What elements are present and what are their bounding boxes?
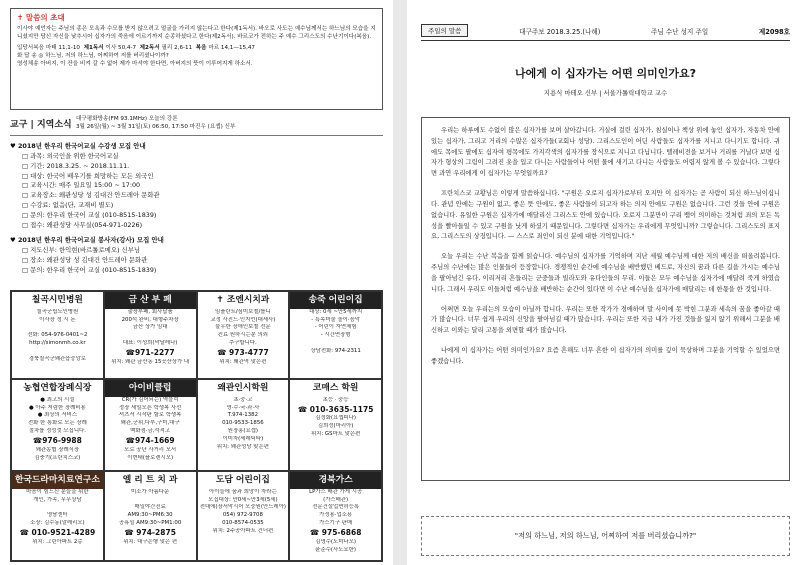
advertisement-line: 임플란트/심미보철/틀니 <box>215 308 271 315</box>
advertisement-line <box>105 332 196 340</box>
advertisement-line <box>12 324 103 332</box>
section-title: 교구 | 지역소식 <box>10 119 72 130</box>
notice-students <box>10 142 383 276</box>
advertisement-line: 진료 원하시는분 의뢰 <box>217 332 269 339</box>
advertisement-line: 이사장 정 시 돈 <box>39 316 76 323</box>
column-tag: 주일의 말씀 <box>421 24 468 37</box>
advertisement-line: 원장홍(요셉) <box>227 428 258 435</box>
advertisement-line: 가스기구 판매 <box>319 520 353 527</box>
advertisement-title: 한국드라마치료연구소 <box>12 472 103 489</box>
reading-text: 마르 14,1—15,47 <box>208 45 255 52</box>
advertisement-line: 010-9533-1856 <box>222 420 264 427</box>
advertisement-line: 김영수(도미나오) <box>315 538 356 545</box>
advertisement-line <box>12 348 103 356</box>
advertisement-line: 미소가 아름다운 <box>131 488 170 495</box>
advertisement-line: 매일야간진료 <box>134 504 166 511</box>
notice-title: ♥ 2018년 한우리 한국어교실 봉사자(강사) 모집 안내 <box>10 236 164 245</box>
advertisement-title: 금 산 부 페 <box>105 292 196 309</box>
advertisement-line: 공휴일 AM9:30~PM1:00 <box>118 520 182 527</box>
communion-antiphon: 영성체송 아버지, 이 잔을 비켜 갈 수 없어 제가 마셔야 한다면, 아버지의 뜻이 이루어지게 하소서. <box>17 61 253 68</box>
advertisement-line: - 시간연장형 <box>320 332 351 339</box>
advertisement-line: ☎ 973-4777 <box>217 347 269 357</box>
advertisement-line: AM9:30~PM6:30 <box>127 512 173 519</box>
advertisement-line: ☎ 010-3635-1175 <box>297 404 374 414</box>
article-paragraph: 우리는 하루에도 수없이 많은 십자가를 보며 살아갑니다. 거실에 걸린 십자가, 침실이나 책상 위에 놓인 십자가, 자동차 안에 있는 십자가, 그리고 거리의 수많은 십자가들(교회나 성당). 그리스도인이 어딘 사람들도 십자가를 지니고 다니기도 합니다. 귀에도 목에도 팔에도 십자여 평목에도 가지각색의 십자가를 장식으로 지니고 다닙니다. 텔레비전을 보거나 거리를 거닐다 보면 십자가 형상의 그림이 그려진 옷을 입고 다니는 사람들이나 어떤 물에 새기고 다니는 사람들도 어렵지 않게 볼 수 있습니다. 그렇다면 과연 우리에게 이 십자가는 무엇일까요? <box>431 127 780 178</box>
psalm-response: 화 답 송 ◎ 하느님, 저의 하느님, 어찌하여 저를 버리셨나이까? <box>17 53 169 60</box>
advertisement-line: ☎ 974-2875 <box>124 527 176 537</box>
article-paragraph: 어쩌면 오늘 우리는의 모습이 아닐까 합니다. 우리는 또한 작가가 경애하며 말 사이에 못 박힌 그분과 세속의 꿈을 좋아갈 때가 많습니다. 너무 쉽게 우리의 신앙을 팔아넘길 때가 많습니다. 우리는 또한 지금 내가 가진 것들을 잃지 않기 위해서 그분을 배신하고 이와는 달리 고통을 외면할 때가 많습니다. <box>431 305 780 335</box>
reading-text: 필리 2,6-11 <box>161 45 193 52</box>
advertisement-line: LP가스 배관 가게 시공 <box>309 488 363 495</box>
advertisement-line: 추구합니다. <box>228 340 257 347</box>
advertisement-line: 소장: 김수동(알레리오) <box>30 520 85 527</box>
advertisement-line: ● 최상의 서비스 <box>37 412 78 419</box>
advertisement-line: 상담전화: 974-2311 <box>310 347 361 354</box>
advertisement-line: 아이들에 꿈과 희망이 자라는 <box>209 488 277 495</box>
notice-item: □ 대상: 한국어 배우기를 희망하는 모든 외국인 <box>22 171 154 180</box>
reading-label: 제1독서 <box>83 45 104 52</box>
advertisement-line: 모로 공단 사거리 모서 <box>124 446 177 453</box>
notice-item: □ 장소: 왜관성당 성 김대건 안드레아 문화관 <box>22 255 148 264</box>
advertisement <box>289 471 382 561</box>
invitation-title: ✝ 말씀의 초대 <box>17 13 65 22</box>
advertisement <box>197 291 290 379</box>
advertisement-line <box>290 340 381 348</box>
broadcast-line: 3월 26일(월) ~ 3월 31일(토) 06:50, 17:50 마진우 (요셉) 신부 <box>76 124 236 131</box>
reading-label: 제2독서 <box>139 45 160 52</box>
advertisement-line: ☎974-1669 <box>125 435 175 445</box>
advertisement-line: T.974-1382 <box>227 412 259 419</box>
advertisement-line: 054) 972-9708 <box>222 512 263 519</box>
notice-title: ♥ 2018년 한우리 한국어교실 수강생 모집 안내 <box>10 141 146 150</box>
article-body <box>421 117 790 481</box>
invitation-body: 이사야 예언자는 주님의 종은 모욕과 수모를 받지 않으려고 얼굴을 가리지 않는다고 한다(제1독서). 바오로 사도는 예수님께서는 하느님의 모습을 지니셨지만 당신 자신을 낮추시어 십자가의 죽음에 이르기까지 순종하셨다고 한다(제2독서). 바르코가 전하는 주 예수 그리스도의 수난기이다(복음). <box>17 25 376 40</box>
article-paragraph: 프란치스코 교황님은 이렇게 말씀하십니다. "구원은 오로지 십자가로부터 오지만 이 십자가는 곧 사람이 되신 하느님이십니다. 관념 안에는 구원이 없고, 좋은 뜻 안에도, 좋은 사람들이 되고자 하는 의지 안에도 구원은 없습니다. 그런 것들 안에 구원은 없습니다. 유일한 구원은 십자가에 매달리신 그리스도 안에 있습니다. 오로지 그분만이 구리 뱀이 의미하는 것처럼 죄의 모든 독성을 빨아들일 수 있고 구원을 낫게 하셨기 때문입니다. 그렇다면 십자가는 우리에게 무엇입니까? 그렇습니다. 그리스도의 표지요, 그리스도의 상징입니다. — 스스로 죄인이 되신 분에 대한 기억입니다." <box>431 190 780 241</box>
advertisement-line: 칠곡군립노인병원 <box>36 308 79 315</box>
advertisement-line: 경북칠곡군왜관읍중앙로 <box>28 355 87 362</box>
invitation-box <box>10 8 383 110</box>
advertisement-line: 위치: 2주공아파트 건너편 <box>212 527 274 534</box>
readings-row <box>17 44 376 52</box>
advertisement-line: 마음이 힘드신 분들을 위한 <box>26 488 89 495</box>
bulletin-header <box>421 24 790 41</box>
advertisement-grid <box>10 290 383 562</box>
advertisement-line: ☎971-2277 <box>125 347 175 357</box>
advertisement-line: ☎ 975-6868 <box>309 527 362 537</box>
notice-item: □ 접수: 왜관성당 사무실(054-971-0226) <box>22 221 143 230</box>
advertisement-line: ☎976-9988 <box>32 435 82 445</box>
advertisement-line: ● 최고의 시설 <box>40 396 75 403</box>
advertisement-line: 전화 한 통화로 모든 장례 <box>27 420 87 427</box>
broadcast-line: 대구평화방송(FM 93.1MHz) 오늘의 강론 <box>76 116 178 122</box>
advertisement-line: 윤준수(사도요한) <box>315 546 356 553</box>
advertisement-line: 출장부페, 회사납품 <box>127 308 173 315</box>
advertisement-line: 이현태(플로렌시오) <box>127 454 174 461</box>
advertisement-line: 영남센터 <box>46 512 68 519</box>
advertisement-title: 송죽 어린이집 <box>290 292 381 309</box>
advertisement-line: 위치: 대구은행 맞은 편 <box>123 538 178 545</box>
article-paragraph: 나에게 이 십자가는 어떤 의미인가요? 요즘 흔해도 너무 흔한 이 십자가의 의미를 깊이 묵상하며 그분을 기억할 수 있었으면 좋겠습니다. <box>431 347 780 365</box>
advertisement-line: ● 아주 저렴한 장례비용 <box>29 404 86 411</box>
advertisement-title: ✝ 조엔시치과 <box>216 295 270 305</box>
advertisement-line: 왜관,군위,다부,구미,대구 <box>120 420 180 427</box>
advertisement-line: CR(가 김어되는) 역블럭 <box>121 396 179 403</box>
diocese-news-header <box>10 115 383 136</box>
advertisement-line: 위치: GS마트 맞은편 <box>310 431 361 438</box>
sunday-name: 주님 수난 성지 주일 <box>650 27 709 36</box>
notice-item: □ 수강료: 없음(단, 교재비 별도) <box>22 201 114 210</box>
left-page <box>0 0 393 565</box>
advertisement-line: - 특목미술 놀이·음악 <box>311 316 360 323</box>
advertisement <box>104 471 197 561</box>
advertisement-line: ☎ 010-9521-4289 <box>19 527 96 537</box>
advertisement-line: 김희정(마리아) <box>317 423 354 430</box>
reading-label: 복음 <box>195 45 207 52</box>
article-title: 나에게 이 십자가는 어떤 의미인가요? <box>514 67 697 80</box>
advertisement-title: 칠곡시민병원 <box>31 295 83 305</box>
advertisement-line: 위치: 왜관성당 맞은편 <box>216 443 269 450</box>
reading-label: 입당서복음 <box>17 45 45 52</box>
issue-date: 대구주보 2018.3.25.(나해) <box>519 27 601 36</box>
right-page <box>407 0 800 565</box>
broadcast-info <box>76 115 235 132</box>
advertisement-line: 대표: 이성희(막달레나) <box>122 340 178 347</box>
advertisement-title: 아이비클럽 <box>105 380 196 397</box>
notice-item: □ 교육시간: 매주 일요일 15:00 ~ 17:00 <box>22 181 141 190</box>
notice-item: □ 과목: 외국인을 위한 한국어교실 <box>22 151 119 160</box>
reading-text: 이사 50,4-7 <box>105 45 137 52</box>
advertisement-title: 경북가스 <box>290 472 381 489</box>
advertisement <box>289 379 382 471</box>
scripture-quote: "저의 하느님, 저의 하느님, 어찌하여 저를 버리셨습니까?" <box>421 516 790 556</box>
advertisement-title: 왜관인시학원 <box>217 383 269 393</box>
advertisement-line: 전문건설업면허등록 <box>312 504 360 511</box>
issue-number: 제2098호 <box>758 27 790 36</box>
advertisement-line: 위치: 그린아파트 2층 <box>32 538 83 545</box>
advertisement <box>11 471 104 561</box>
advertisement <box>11 379 104 471</box>
advertisement-line: (가스배관) <box>323 496 349 503</box>
notice-item: □ 기간: 2018.3.25. ~ 2018.11.11. <box>22 161 130 170</box>
advertisement-line: 가정용·업소용 <box>319 512 353 519</box>
reading-text: 마태 11,1-10 <box>45 45 80 52</box>
advertisement-line <box>105 497 196 505</box>
notice-item: □ 문의: 한우리 한국어 교실 (010-8515-1839) <box>22 211 157 220</box>
advertisement-line: 교정 사진드·인지언(대세사) <box>210 316 276 323</box>
advertisement-title: 엘 리 트 치 과 <box>122 475 178 485</box>
advertisement-line: 개인, 가족, 무무상담 <box>33 496 82 503</box>
advertisement-line: 셔츠서 시작판 할로 학생복 <box>118 412 182 419</box>
article-author: 지용식 마테오 신부 | 서울가톨릭대학교 교수 <box>543 89 668 97</box>
page-gutter <box>393 0 407 565</box>
advertisement-line: 전대에(장서막시어 오중원(안드레아) <box>199 504 286 511</box>
advertisement-line: 위치: 왜관역 맞은편 <box>219 358 267 365</box>
advertisement-line: 모집대상: 만0세~만3세(5세) <box>208 496 278 503</box>
notice-item: □ 지도신부: 한익현(바르톨로메오) 신부님 <box>22 246 141 254</box>
advertisement-line: 010-8574-0535 <box>222 520 264 527</box>
advertisement <box>197 471 290 561</box>
advertisement <box>289 291 382 379</box>
advertisement-line: 김충기(프란치스코) <box>34 454 81 461</box>
advertisement-line: 위치: 왜관 금산동 15곳산상가 내 <box>111 358 190 365</box>
advertisement-line: 전화: 054-976-0401~2 <box>27 332 88 339</box>
advertisement-line: - 어린이 자연체험 <box>314 324 357 331</box>
advertisement <box>104 291 197 379</box>
advertisement-line: 영·수·국·과·사 <box>226 404 260 411</box>
advertisement-line: 이미자(세레틱타) <box>222 435 264 442</box>
advertisement <box>11 291 104 379</box>
advertisement <box>104 379 197 471</box>
advertisement <box>197 379 290 471</box>
notice-item: □ 문의: 한우리 한국어 교실 (010-8515-1839) <box>22 265 157 274</box>
advertisement-line: 대상: 0세 ~만5세까지 <box>309 308 363 315</box>
advertisement-title: 코매스 학원 <box>312 383 359 393</box>
notice-item: □ 교육장소: 왜관성당 성 김대건 안드레아 문화관 <box>22 191 160 200</box>
advertisement-line: 김정화(요셉피나) <box>315 415 356 422</box>
advertisement-line: 200석 완비, 대형주차장 <box>121 316 179 323</box>
advertisement-line: 백화점·금,석적고 <box>130 428 171 435</box>
advertisement-line: 왜관농협 장례식장 <box>35 446 80 453</box>
article-paragraph: 오늘 우리는 수난 복음을 함께 읽습니다. 예수님의 십자가를 기억하며 지난 세월 예수님께 대한 저의 배신을 떠올려봅니다. 주님의 수난에는 많은 인물들이 등장합니다. 경쟁적인 순간에 예수님을 배반했던 베드로, 자신의 꿈과 다른 길을 가시는 예수님을 팔아넘긴 유다, 이리저리 흔들리는 군중들과 빌라도와 유다인들의 무리. 이들은 모두 예수님을 십자가에 매달려 죽게 하였습니다. 그래서 우리도 이들처럼 예수님을 배반하는 순간이 있다면 이 수난 예수님을 십자가에 매달리는 데 한몫을 한 것입니다. <box>431 253 780 293</box>
advertisement-line: 절차를 정성껏 모십니다. <box>28 428 86 435</box>
advertisement-line: 정장 세일오픈 학생복 사선 <box>118 404 182 411</box>
advertisement-line: 금산 상가 임대 <box>132 324 168 331</box>
advertisement-title: 도담 어린이집 <box>215 475 270 485</box>
advertisement-title: 농협연합장례식장 <box>23 383 92 393</box>
advertisement-line: 초·중·고 <box>233 396 253 403</box>
advertisement-line: 초등 · 중등 <box>322 396 349 403</box>
advertisement-line <box>12 504 103 512</box>
advertisement-line: http://simonmh.co.kr <box>29 340 86 347</box>
advertisement-line: 불우한 장애인보철 전문 <box>215 324 271 331</box>
